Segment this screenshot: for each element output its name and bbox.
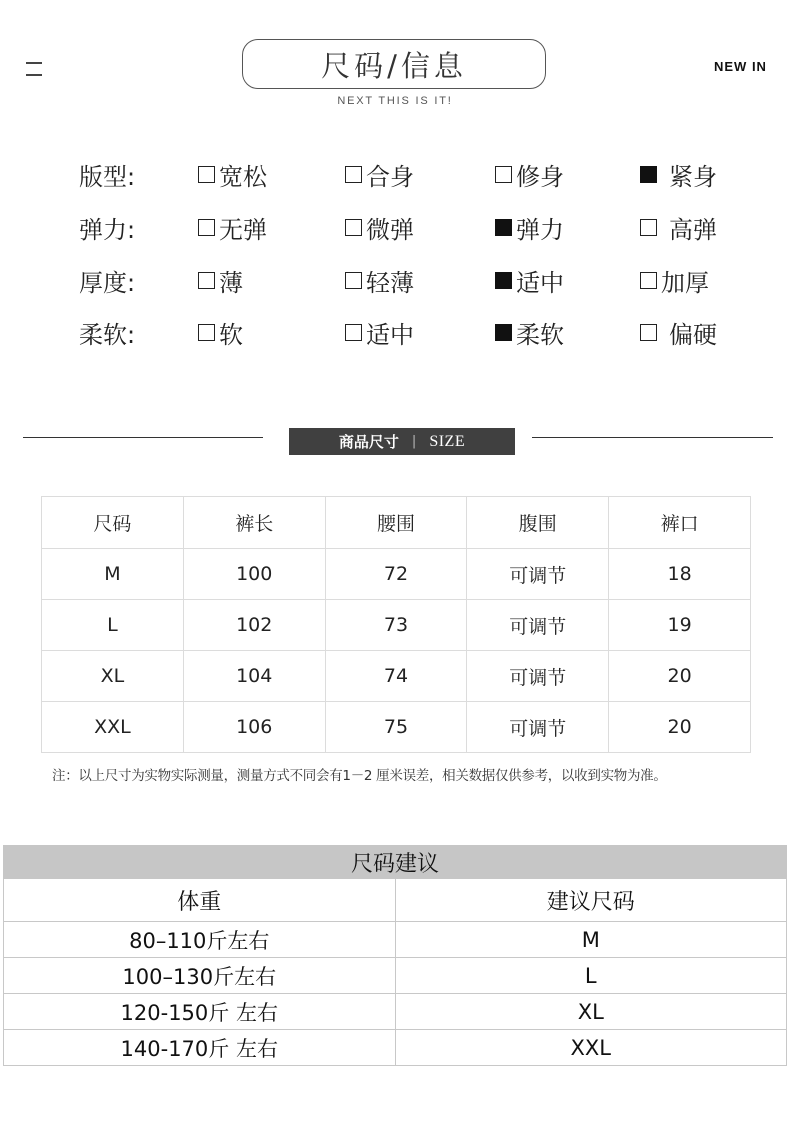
checkbox-empty-icon [198, 324, 215, 341]
checkbox-filled-icon [495, 272, 512, 289]
header-cell: 腹围 [467, 497, 609, 549]
checkbox-empty-icon [640, 324, 657, 341]
table-cell: 140-170斤 左右 [4, 1030, 396, 1066]
header-cell: 尺码 [42, 497, 184, 549]
measurement-note: 注：以上尺寸为实物实际测量，测量方式不同会有1－2 厘米误差，相关数据仅供参考，以收到实物为准。 [52, 768, 667, 784]
option-stiff: 偏硬 [640, 315, 717, 350]
attribute-label: 厚度: [79, 269, 136, 297]
attribute-row-thickness [0, 259, 790, 299]
checkbox-empty-icon [345, 166, 362, 183]
size-section-banner [289, 428, 515, 455]
table-cell: 18 [609, 549, 751, 600]
option-moderate: 适中 [345, 315, 414, 350]
table-cell: 74 [325, 651, 467, 702]
attribute-label: 弹力: [79, 216, 136, 244]
option-slim: 修身 [495, 157, 564, 192]
table-cell: 100–130斤左右 [4, 958, 396, 994]
header-cell: 体重 [4, 879, 396, 922]
table-cell: L [42, 600, 184, 651]
table-cell: XXL [395, 1030, 787, 1066]
attribute-row-fit [0, 153, 790, 193]
table-cell: M [42, 549, 184, 600]
checkbox-empty-icon [345, 272, 362, 289]
table-cell: XXL [42, 702, 184, 753]
table-row [42, 702, 751, 753]
size-title-zh: 商品尺寸 [338, 433, 399, 451]
checkbox-filled-icon [495, 219, 512, 236]
checkbox-empty-icon [640, 272, 657, 289]
checkbox-empty-icon [345, 219, 362, 236]
option-stretch: 弹力 [495, 210, 564, 245]
checkbox-empty-icon [345, 324, 362, 341]
checkbox-empty-icon [198, 272, 215, 289]
option-no-stretch: 无弹 [198, 210, 267, 245]
table-cell: 120-150斤 左右 [4, 994, 396, 1030]
table-cell: 可调节 [467, 702, 609, 753]
table-header-row [4, 879, 787, 922]
table-cell: 102 [183, 600, 325, 651]
option-regular: 合身 [345, 157, 414, 192]
header-cell: 裤长 [183, 497, 325, 549]
checkbox-empty-icon [495, 166, 512, 183]
option-loose: 宽松 [198, 157, 267, 192]
table-cell: 20 [609, 651, 751, 702]
option-soft: 软 [198, 315, 243, 350]
table-cell: 20 [609, 702, 751, 753]
recommendation-title: 尺码建议 [4, 846, 787, 879]
header-cell: 裤口 [609, 497, 751, 549]
size-title-en: SIZE [429, 432, 466, 450]
attribute-label: 版型: [79, 163, 136, 191]
table-cell: L [395, 958, 787, 994]
size-recommendation-table [3, 845, 787, 1066]
table-cell: 104 [183, 651, 325, 702]
table-header-row [42, 497, 751, 549]
table-row [42, 549, 751, 600]
table-cell: 75 [325, 702, 467, 753]
checkbox-empty-icon [198, 219, 215, 236]
table-cell: XL [395, 994, 787, 1030]
checkbox-filled-icon [495, 324, 512, 341]
table-cell: 106 [183, 702, 325, 753]
page-title: 尺码/信息 [242, 39, 546, 89]
option-thick: 加厚 [640, 263, 709, 298]
header-cell: 腰围 [325, 497, 467, 549]
table-row [4, 958, 787, 994]
table-cell: XL [42, 651, 184, 702]
table-row [42, 600, 751, 651]
menu-icon[interactable] [26, 62, 42, 76]
option-medium: 适中 [495, 263, 564, 298]
page-subtitle: NEXT THIS IS IT! [337, 95, 453, 107]
checkbox-empty-icon [640, 219, 657, 236]
header-cell: 建议尺码 [395, 879, 787, 922]
new-in-badge: NEW IN [714, 59, 767, 74]
attribute-row-stretch [0, 206, 790, 246]
table-cell: 72 [325, 549, 467, 600]
option-high-stretch: 高弹 [640, 210, 717, 245]
table-cell: 可调节 [467, 600, 609, 651]
table-row [4, 994, 787, 1030]
option-slight-stretch: 微弹 [345, 210, 414, 245]
table-row [42, 651, 751, 702]
checkbox-filled-icon [640, 166, 657, 183]
divider-left [23, 437, 263, 438]
option-thin: 薄 [198, 263, 243, 298]
table-cell: 可调节 [467, 651, 609, 702]
option-tight: 紧身 [640, 157, 717, 192]
size-table [41, 496, 751, 753]
table-cell: 73 [325, 600, 467, 651]
table-cell: 80–110斤左右 [4, 922, 396, 958]
divider-right [532, 437, 773, 438]
checkbox-empty-icon [198, 166, 215, 183]
table-cell: 可调节 [467, 549, 609, 600]
recommendation-title-row [4, 846, 787, 879]
table-row [4, 922, 787, 958]
table-cell: 19 [609, 600, 751, 651]
table-cell: 100 [183, 549, 325, 600]
attribute-label: 柔软: [79, 321, 136, 349]
option-light-thin: 轻薄 [345, 263, 414, 298]
option-softer: 柔软 [495, 315, 564, 350]
banner-divider: | [411, 434, 417, 449]
attribute-row-softness [0, 311, 790, 351]
table-row [4, 1030, 787, 1066]
table-cell: M [395, 922, 787, 958]
